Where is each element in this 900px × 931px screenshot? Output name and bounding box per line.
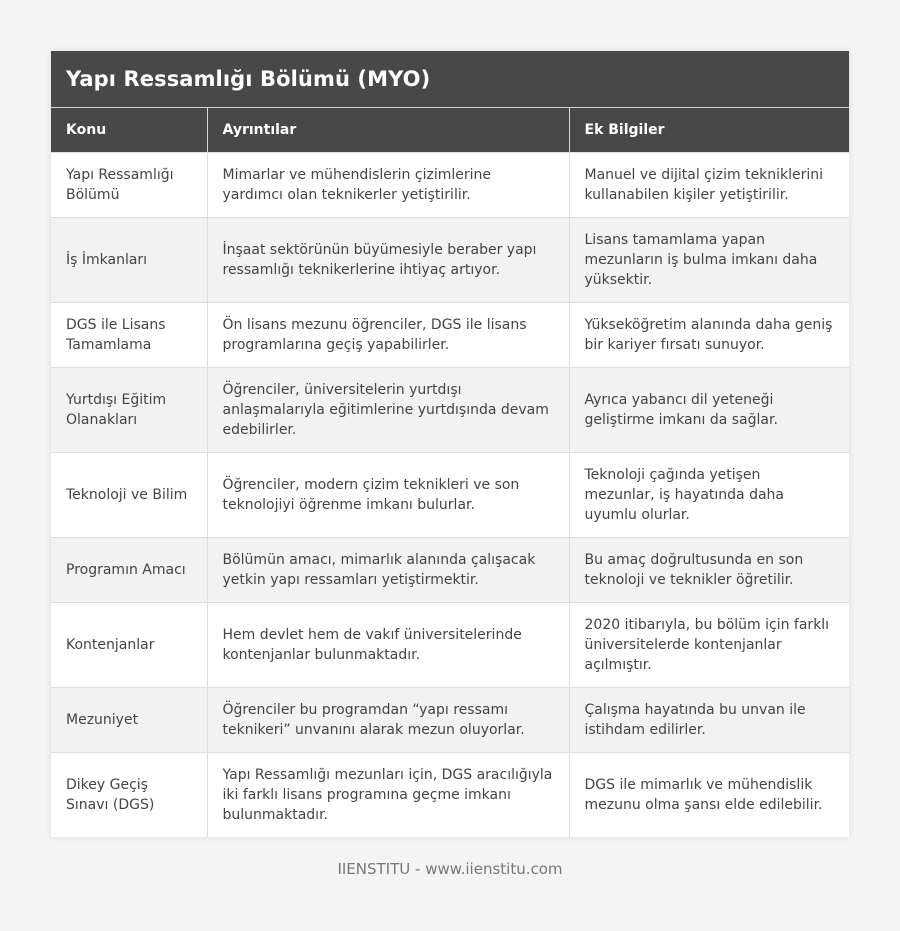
- cell-ek-bilgiler: 2020 itibarıyla, bu bölüm için farklı üniversitelerde kontenjanlar açılmıştır.: [569, 602, 849, 687]
- cell-ek-bilgiler: Çalışma hayatında bu unvan ile istihdam edilirler.: [569, 687, 849, 752]
- cell-ayrintilar: Hem devlet hem de vakıf üniversitelerinde kontenjanlar bulunmaktadır.: [207, 602, 569, 687]
- cell-konu: Yapı Ressamlığı Bölümü: [51, 152, 207, 217]
- cell-konu: Kontenjanlar: [51, 602, 207, 687]
- cell-ayrintilar: Öğrenciler, modern çizim teknikleri ve son teknolojiyi öğrenme imkanı bulurlar.: [207, 452, 569, 537]
- info-table-card: [51, 51, 849, 837]
- table-row: [51, 537, 849, 602]
- cell-konu: Programın Amacı: [51, 537, 207, 602]
- cell-ayrintilar: Öğrenciler, üniversitelerin yurtdışı anlaşmalarıyla eğitimlerine yurtdışında devam edebilirler.: [207, 367, 569, 452]
- cell-ayrintilar: Mimarlar ve mühendislerin çizimlerine yardımcı olan teknikerler yetiştirilir.: [207, 152, 569, 217]
- cell-konu: Teknoloji ve Bilim: [51, 452, 207, 537]
- cell-konu: Dikey Geçiş Sınavı (DGS): [51, 752, 207, 837]
- cell-ayrintilar: İnşaat sektörünün büyümesiyle beraber yapı ressamlığı teknikerlerine ihtiyaç artıyor.: [207, 217, 569, 302]
- table-row: [51, 602, 849, 687]
- cell-ek-bilgiler: Bu amaç doğrultusunda en son teknoloji ve teknikler öğretilir.: [569, 537, 849, 602]
- cell-ayrintilar: Bölümün amacı, mimarlık alanında çalışacak yetkin yapı ressamları yetiştirmektir.: [207, 537, 569, 602]
- cell-konu: DGS ile Lisans Tamamlama: [51, 302, 207, 367]
- cell-konu: Yurtdışı Eğitim Olanakları: [51, 367, 207, 452]
- table-row: [51, 302, 849, 367]
- table-row: [51, 217, 849, 302]
- column-header-konu: Konu: [51, 108, 207, 152]
- footer-credit: IIENSTITU - www.iienstitu.com: [337, 860, 563, 878]
- cell-konu: İş İmkanları: [51, 217, 207, 302]
- table-row: [51, 452, 849, 537]
- cell-ek-bilgiler: Manuel ve dijital çizim tekniklerini kullanabilen kişiler yetiştirilir.: [569, 152, 849, 217]
- cell-konu: Mezuniyet: [51, 687, 207, 752]
- cell-ek-bilgiler: Ayrıca yabancı dil yeteneği geliştirme imkanı da sağlar.: [569, 367, 849, 452]
- cell-ek-bilgiler: Yükseköğretim alanında daha geniş bir kariyer fırsatı sunuyor.: [569, 302, 849, 367]
- cell-ayrintilar: Öğrenciler bu programdan “yapı ressamı teknikeri” unvanını alarak mezun oluyorlar.: [207, 687, 569, 752]
- table-row: [51, 367, 849, 452]
- cell-ayrintilar: Ön lisans mezunu öğrenciler, DGS ile lisans programlarına geçiş yapabilirler.: [207, 302, 569, 367]
- table-row: [51, 752, 849, 837]
- cell-ek-bilgiler: DGS ile mimarlık ve mühendislik mezunu olma şansı elde edilebilir.: [569, 752, 849, 837]
- table-row: [51, 152, 849, 217]
- cell-ek-bilgiler: Teknoloji çağında yetişen mezunlar, iş hayatında daha uyumlu olurlar.: [569, 452, 849, 537]
- info-table: [51, 108, 849, 837]
- table-title: Yapı Ressamlığı Bölümü (MYO): [51, 51, 849, 108]
- column-header-ayrintilar: Ayrıntılar: [207, 108, 569, 152]
- column-header-ek-bilgiler: Ek Bilgiler: [569, 108, 849, 152]
- table-row: [51, 687, 849, 752]
- cell-ek-bilgiler: Lisans tamamlama yapan mezunların iş bulma imkanı daha yüksektir.: [569, 217, 849, 302]
- header-row: [51, 108, 849, 152]
- cell-ayrintilar: Yapı Ressamlığı mezunları için, DGS aracılığıyla iki farklı lisans programına geçme imkanı bulunmaktadır.: [207, 752, 569, 837]
